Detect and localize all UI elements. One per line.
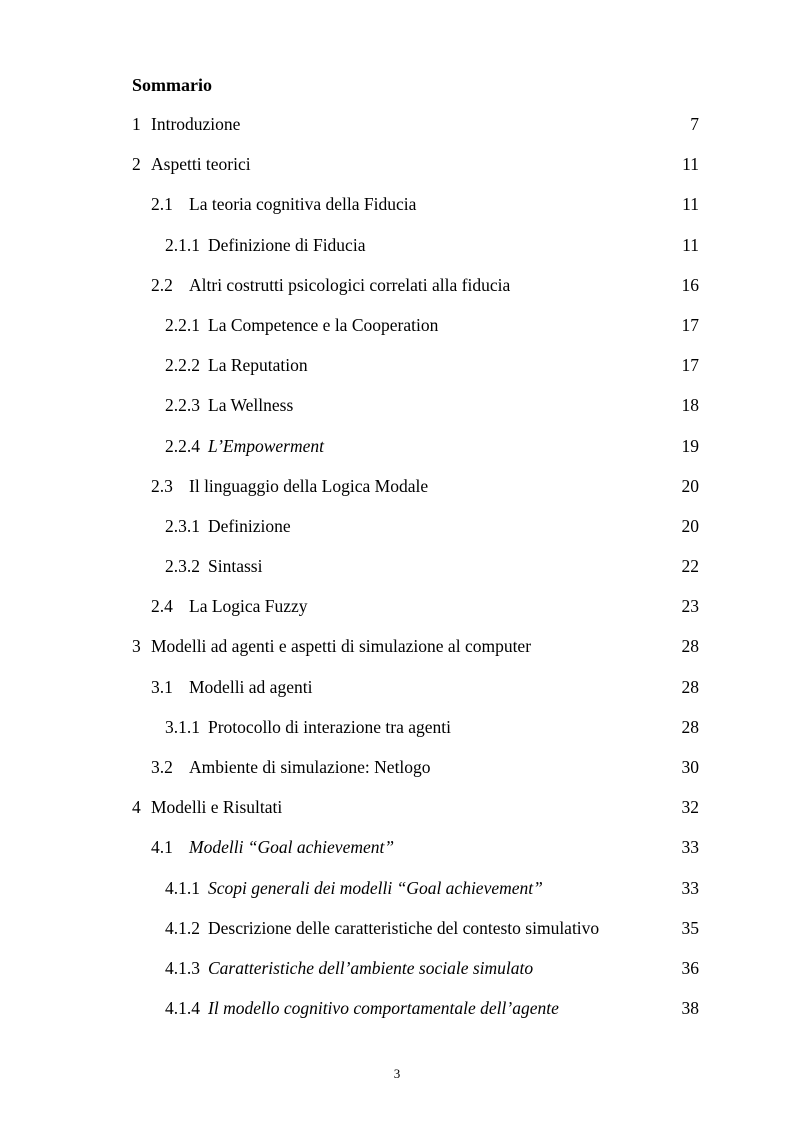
toc-entry-number: 3 bbox=[132, 636, 141, 657]
toc-entry-number: 3.1 bbox=[151, 676, 173, 697]
toc-entry-page: 23 bbox=[681, 596, 699, 617]
page-number: 3 bbox=[393, 1066, 401, 1081]
toc-entry-number: 1 bbox=[132, 114, 141, 134]
toc-entry-number: 2.1 bbox=[151, 194, 173, 215]
toc-entry-page: 33 bbox=[681, 877, 699, 898]
toc-entry-page: 38 bbox=[681, 998, 699, 1019]
toc-entry-label: Modelli “Goal achievement” bbox=[189, 837, 395, 858]
toc-entry-number: 4.1 bbox=[151, 837, 173, 858]
toc-entry-number: 2.4 bbox=[151, 596, 173, 617]
table-of-contents bbox=[0, 113, 794, 1037]
toc-entry-label: Protocollo di interazione tra agenti bbox=[208, 716, 451, 737]
toc-entry[interactable] bbox=[0, 877, 794, 917]
toc-entry-label: L’Empowerment bbox=[208, 435, 325, 456]
toc-entry-page: 36 bbox=[681, 957, 699, 978]
toc-entry[interactable] bbox=[0, 756, 794, 796]
toc-entry-label: Modelli ad agenti bbox=[189, 676, 313, 697]
toc-entry-page: 20 bbox=[681, 515, 699, 536]
toc-entry-page: 17 bbox=[681, 355, 699, 376]
toc-entry[interactable] bbox=[0, 555, 794, 595]
toc-entry[interactable] bbox=[0, 796, 794, 836]
toc-entry-page: 19 bbox=[681, 435, 699, 456]
toc-entry[interactable] bbox=[0, 676, 794, 716]
toc-entry-label: Sintassi bbox=[208, 556, 263, 577]
toc-entry-number: 2.2 bbox=[151, 274, 173, 295]
toc-entry[interactable] bbox=[0, 354, 794, 394]
toc-entry-number: 2.2.4 bbox=[165, 435, 200, 456]
toc-entry-label: La teoria cognitiva della Fiducia bbox=[189, 194, 417, 215]
toc-entry-label: Il modello cognitivo comportamentale dell’agente bbox=[208, 998, 559, 1019]
toc-entry-label: Il linguaggio della Logica Modale bbox=[189, 475, 429, 496]
toc-entry-number: 2.1.1 bbox=[165, 234, 200, 255]
toc-entry-label: Caratteristiche dell’ambiente sociale simulato bbox=[208, 957, 534, 978]
toc-entry[interactable] bbox=[0, 595, 794, 635]
toc-entry-page: 11 bbox=[682, 194, 699, 215]
toc-entry-label: Definizione bbox=[208, 515, 291, 536]
toc-entry-number: 4.1.3 bbox=[165, 957, 200, 978]
toc-entry-label: La Wellness bbox=[208, 395, 294, 416]
toc-entry-page: 28 bbox=[681, 676, 699, 697]
toc-entry-page: 28 bbox=[681, 716, 699, 737]
toc-entry-number: 3.1.1 bbox=[165, 716, 200, 737]
toc-entry-number: 2.2.1 bbox=[165, 314, 200, 335]
toc-entry-number: 2.3 bbox=[151, 475, 173, 496]
toc-entry[interactable] bbox=[0, 917, 794, 957]
toc-entry-number: 2.3.2 bbox=[165, 556, 200, 577]
toc-entry[interactable] bbox=[0, 314, 794, 354]
toc-entry-label: Descrizione delle caratteristiche del contesto simulativo bbox=[208, 917, 600, 938]
toc-entry-number: 4.1.2 bbox=[165, 917, 200, 938]
toc-entry-number: 2.2.3 bbox=[165, 395, 200, 416]
toc-entry[interactable] bbox=[0, 716, 794, 756]
toc-entry-page: 33 bbox=[681, 837, 699, 858]
toc-entry-label: La Competence e la Cooperation bbox=[208, 314, 439, 335]
toc-entry-page: 28 bbox=[681, 636, 699, 657]
toc-entry-number: 2 bbox=[132, 154, 141, 175]
toc-entry-number: 3.2 bbox=[151, 757, 173, 777]
toc-title: Sommario bbox=[132, 75, 212, 95]
toc-entry-label: Scopi generali dei modelli “Goal achievement” bbox=[208, 877, 543, 898]
toc-entry[interactable] bbox=[0, 193, 794, 233]
toc-entry-page: 11 bbox=[682, 154, 699, 175]
toc-entry-page: 16 bbox=[681, 274, 699, 295]
toc-entry-label: Altri costrutti psicologici correlati alla fiducia bbox=[189, 274, 511, 295]
toc-entry-label: Modelli e Risultati bbox=[151, 797, 283, 818]
toc-entry-label: Introduzione bbox=[151, 114, 241, 134]
toc-entry-page: 35 bbox=[681, 917, 699, 938]
toc-entry-number: 2.2.2 bbox=[165, 355, 200, 376]
toc-entry[interactable] bbox=[0, 475, 794, 515]
toc-entry-label: La Logica Fuzzy bbox=[189, 596, 308, 617]
toc-entry[interactable] bbox=[0, 394, 794, 434]
toc-entry-number: 4.1.4 bbox=[165, 998, 200, 1019]
toc-entry[interactable] bbox=[0, 635, 794, 675]
toc-entry-label: Modelli ad agenti e aspetti di simulazione al computer bbox=[151, 636, 532, 657]
toc-entry[interactable] bbox=[0, 234, 794, 274]
toc-entry-page: 11 bbox=[682, 234, 699, 255]
toc-entry[interactable] bbox=[0, 957, 794, 997]
toc-entry-label: Aspetti teorici bbox=[151, 154, 251, 175]
toc-entry[interactable] bbox=[0, 113, 794, 153]
toc-entry-page: 18 bbox=[681, 395, 699, 416]
toc-entry-label: Ambiente di simulazione: Netlogo bbox=[189, 757, 431, 777]
toc-entry[interactable] bbox=[0, 997, 794, 1037]
toc-entry-number: 2.3.1 bbox=[165, 515, 200, 536]
toc-entry-page: 20 bbox=[681, 475, 699, 496]
toc-entry-page: 30 bbox=[681, 757, 699, 777]
toc-entry-label: Definizione di Fiducia bbox=[208, 234, 366, 255]
toc-entry-label: La Reputation bbox=[208, 355, 308, 376]
toc-entry[interactable] bbox=[0, 435, 794, 475]
toc-entry-page: 32 bbox=[681, 797, 699, 818]
toc-entry[interactable] bbox=[0, 836, 794, 876]
toc-entry-page: 22 bbox=[681, 556, 699, 577]
toc-entry-number: 4.1.1 bbox=[165, 877, 200, 898]
toc-entry[interactable] bbox=[0, 153, 794, 193]
toc-entry-page: 17 bbox=[681, 314, 699, 335]
toc-entry-page: 7 bbox=[690, 114, 699, 134]
toc-entry[interactable] bbox=[0, 515, 794, 555]
toc-entry[interactable] bbox=[0, 274, 794, 314]
toc-entry-number: 4 bbox=[132, 797, 141, 818]
